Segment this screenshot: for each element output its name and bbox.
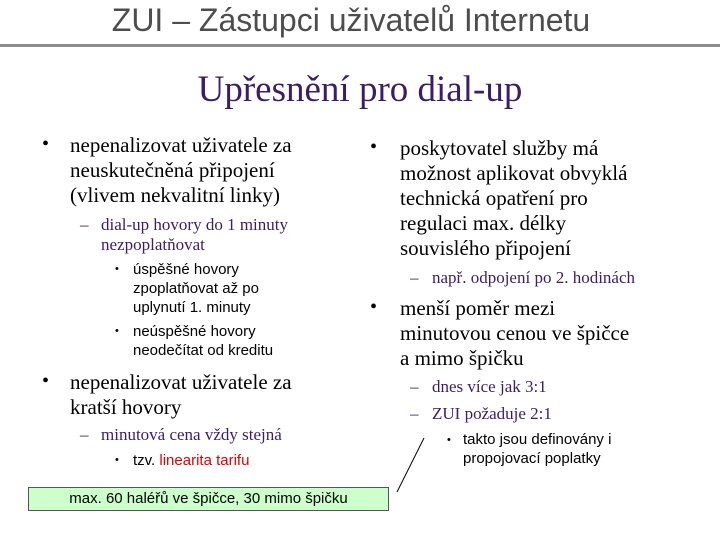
right-subsub-1 — [463, 430, 611, 468]
left-subsub-2 — [133, 322, 273, 360]
header-title: ZUI – Zástupci uživatelů Internetu — [111, 2, 591, 38]
text-line: kratší hovory — [70, 395, 182, 419]
dash-marker: – — [410, 268, 419, 287]
text-line: uplynutí 1. minuty — [133, 299, 251, 316]
text-line: dial-up hovory do 1 minuty — [101, 215, 288, 234]
text-line: minutová cena vždy stejná — [101, 425, 282, 444]
bullet-marker: • — [115, 325, 119, 337]
text-line: poskytovatel služby má — [400, 136, 599, 160]
callout-line — [397, 438, 424, 492]
dash-marker: – — [410, 377, 419, 396]
text-line: možnost aplikovat obvyklá — [400, 161, 628, 185]
header-rule — [0, 44, 720, 47]
text-line: technická opatření pro — [400, 186, 588, 210]
bullet-marker: • — [370, 136, 378, 158]
text-line: neodečítat od kreditu — [133, 342, 274, 359]
text-line: regulaci max. délky — [400, 211, 567, 235]
text-line: úspěšné hovory — [133, 261, 239, 278]
text-line: zpoplatňovat až po — [133, 280, 259, 297]
text-line: menší poměr mezi — [400, 296, 556, 320]
left-bullet-2 — [70, 370, 292, 420]
left-subsub-3 — [133, 451, 249, 470]
right-sub-1 — [432, 268, 635, 288]
right-bullet-1 — [400, 136, 627, 261]
right-bullet-2 — [400, 296, 629, 371]
text-line: takto jsou definovány i — [463, 431, 612, 448]
left-subsub-1 — [133, 260, 259, 317]
left-sub-2 — [101, 425, 282, 445]
bullet-marker: • — [115, 263, 119, 275]
highlighted-term: linearita tarifu — [159, 452, 250, 469]
left-bullet-1 — [70, 133, 292, 208]
dash-marker: – — [80, 425, 89, 444]
bullet-marker: • — [42, 133, 50, 155]
text-line: nepenalizovat uživatele za — [70, 133, 292, 157]
dash-marker: – — [410, 404, 419, 423]
text-line: neúspěšné hovory — [133, 323, 256, 340]
text-line: (vlivem nekvalitní linky) — [70, 183, 280, 207]
dash-marker: – — [80, 215, 89, 234]
text-line: minutovou cenou ve špičce — [400, 321, 630, 345]
right-sub-2 — [432, 377, 547, 397]
term-prefix: tzv. — [133, 452, 160, 469]
bullet-marker: • — [447, 434, 451, 446]
slide-title: Upřesnění pro dial-up — [197, 69, 523, 110]
slide-header — [0, 0, 720, 48]
bullet-marker: • — [115, 454, 119, 466]
text-line: nepenalizovat uživatele za — [70, 370, 292, 394]
text-line: neuskutečněná připojení — [70, 158, 275, 182]
text-line: ZUI požaduje 2:1 — [432, 404, 552, 423]
text-line: nezpoplatňovat — [101, 235, 205, 254]
text-line: a mimo špičku — [400, 346, 524, 370]
bullet-marker: • — [42, 370, 50, 392]
text-line: souvislého připojení — [400, 236, 571, 260]
text-line: např. odpojení po 2. hodinách — [432, 268, 636, 287]
left-sub-1 — [101, 215, 288, 255]
text-line: propojovací poplatky — [463, 450, 601, 467]
right-sub-3 — [432, 404, 552, 424]
text-line: dnes více jak 3:1 — [432, 377, 547, 396]
bullet-marker: • — [370, 296, 378, 318]
note-box: max. 60 haléřů ve špičce, 30 mimo špičku — [28, 487, 389, 511]
